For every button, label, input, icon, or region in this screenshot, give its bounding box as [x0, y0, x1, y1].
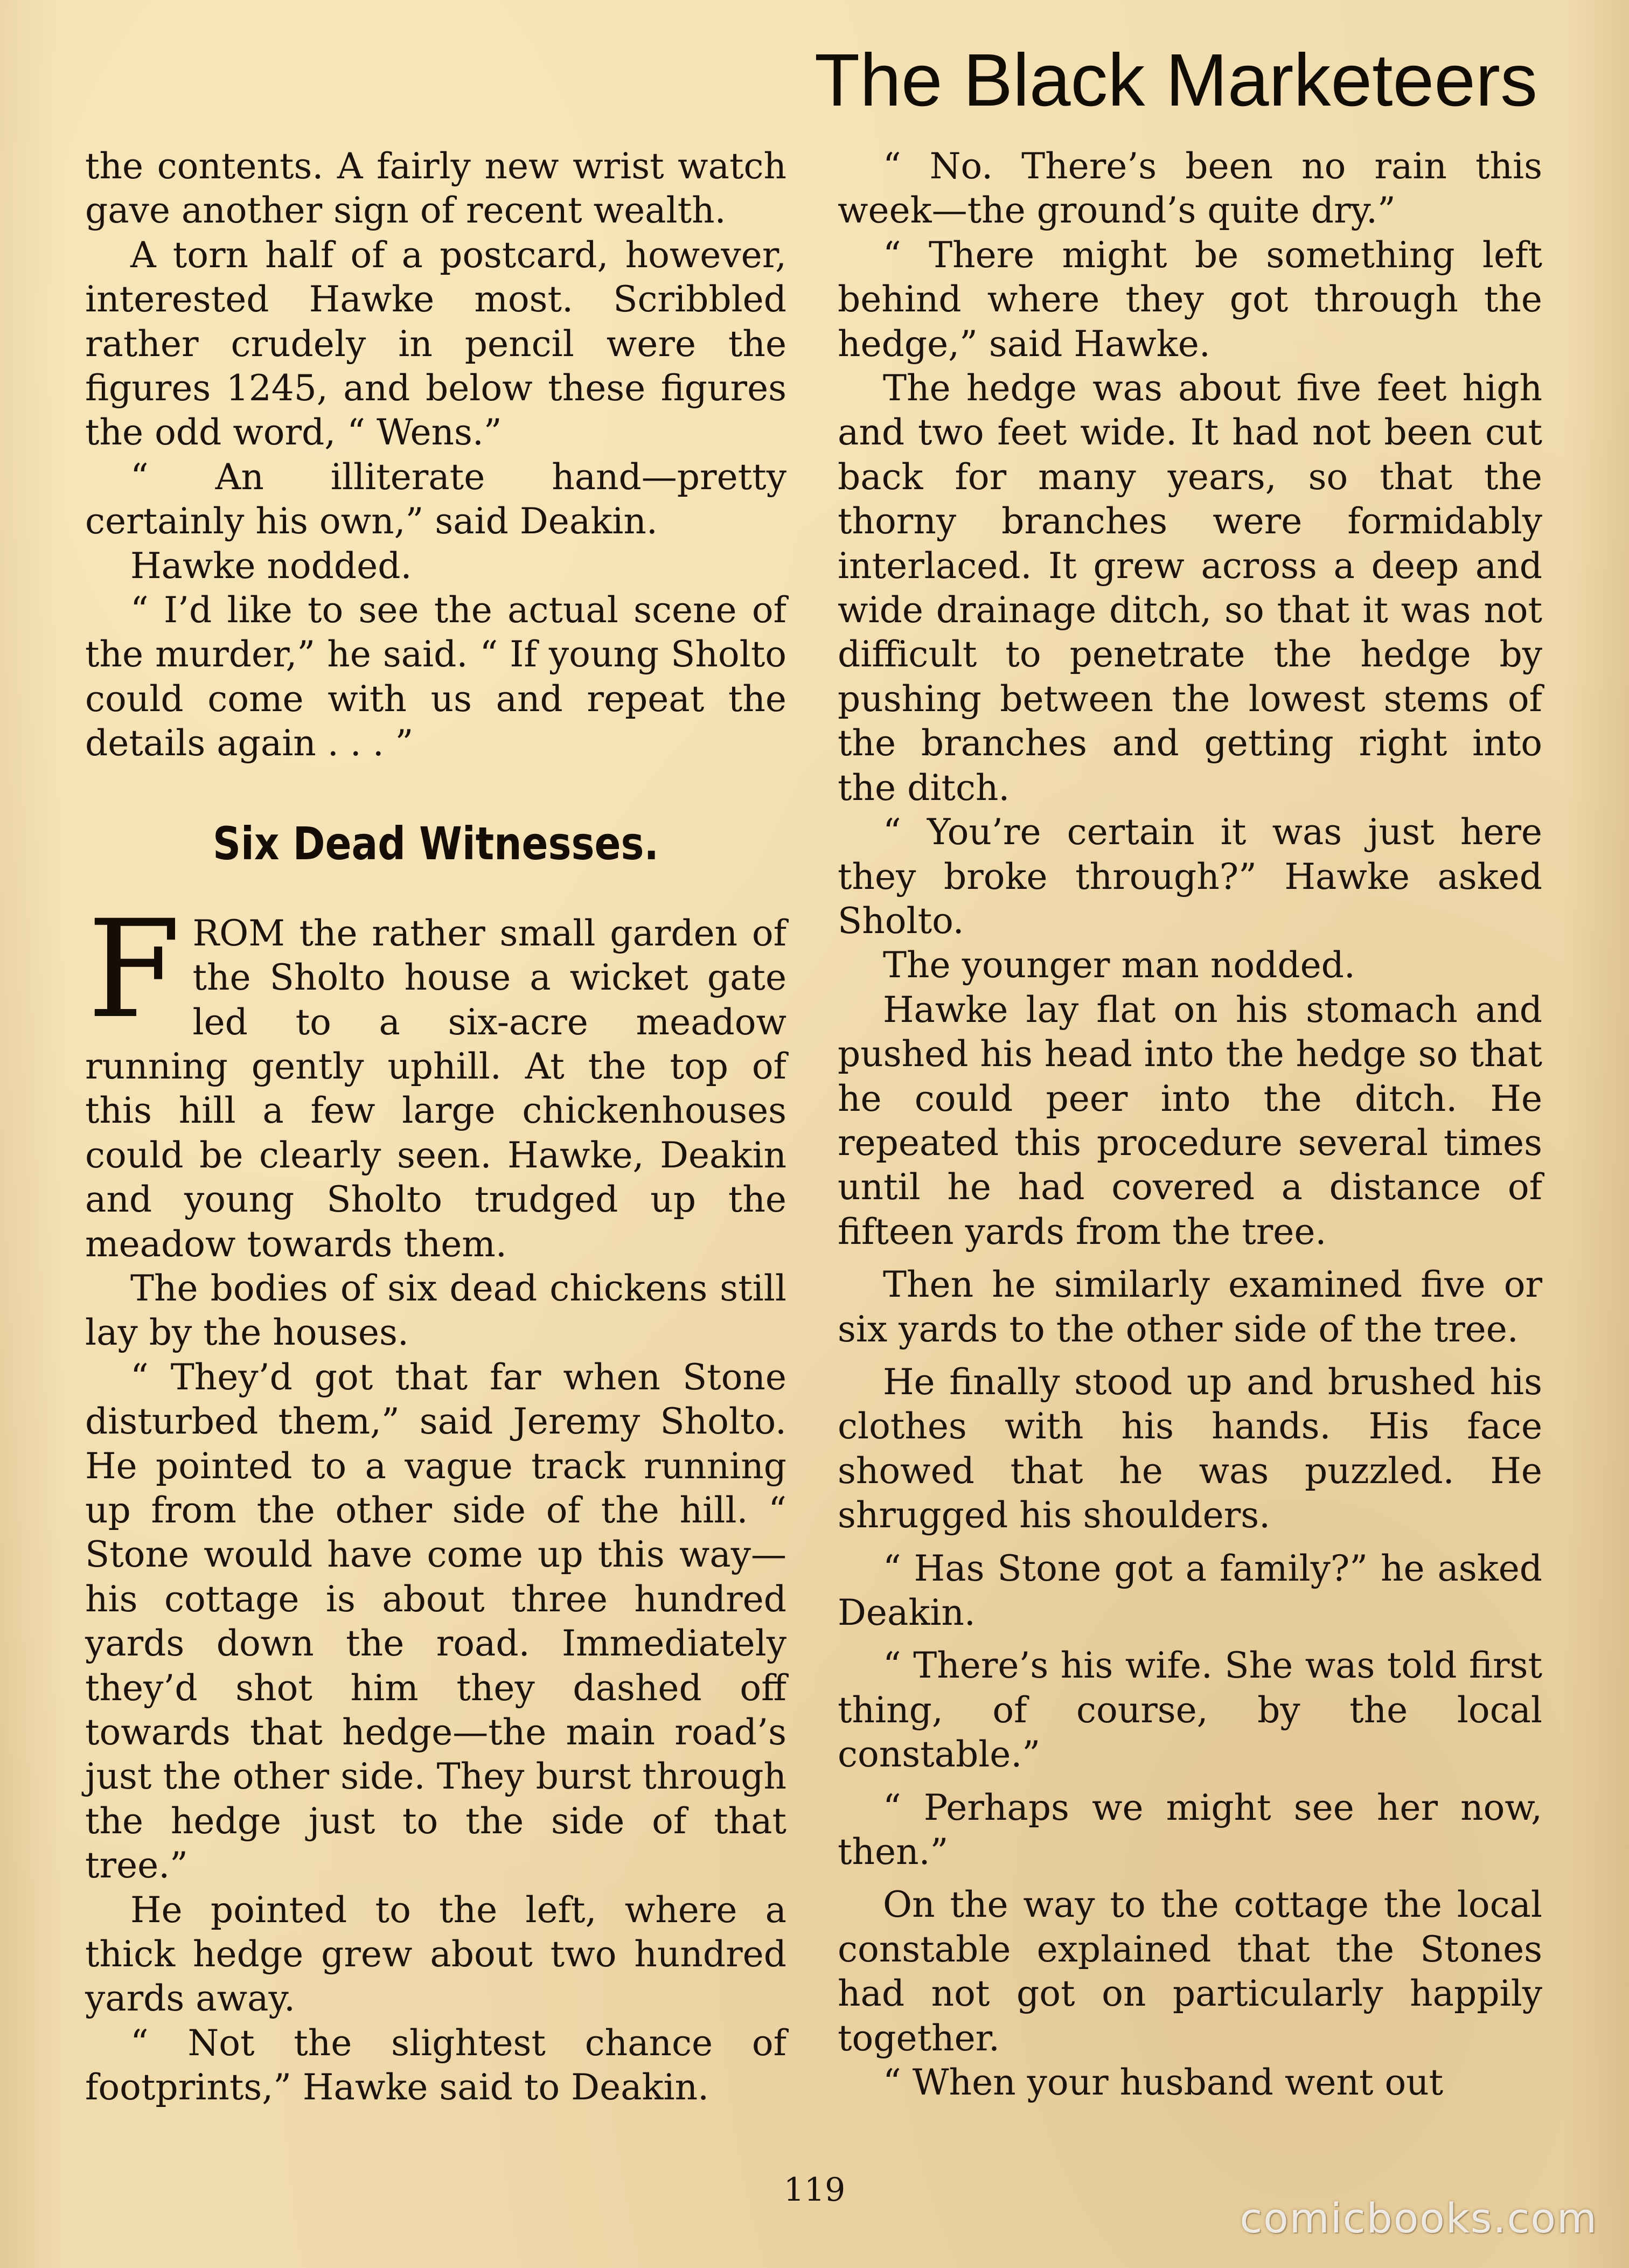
paragraph: Hawke nodded. [130, 545, 412, 587]
paragraph: “ They’d got that far when Stone disturbed them,” said Jeremy Sholto. He pointed to a vague track running up from the other side of the hill. “ Stone would have come up this way—his cottage is about three hundred yards down the road. Immediately they’d shot him they dashed off towards that hedge—the main road’s just the other side. They burst through the hedge just to the side of that tree.” [85, 1356, 786, 1887]
paragraph: On the way to the cottage the local constable explained that the Stones had not got on particularly happily together. [838, 1884, 1542, 2059]
page-title: The Black Marketeers [814, 39, 1537, 122]
paragraph: “ When your husband went out [883, 2062, 1444, 2104]
dropcap-paragraph-text: ROM the rather small garden of the Sholto house a wicket gate led to a six-acre meadow running gently uphill. At the top of this hill a few large chickenhouses could be clearly seen. Hawke, Deakin and young Sholto trudged up the meadow towards them. [85, 912, 786, 1265]
paragraph: “ An illiterate hand—pretty certainly his own,” said Deakin. [85, 456, 786, 542]
paragraph: “ No. There’s been no rain this week—the ground’s quite dry.” [838, 145, 1542, 232]
right-column [838, 144, 1542, 2105]
paragraph: Hawke lay flat on his stomach and pushed his head into the hedge so that he could peer into the ditch. He repeated this procedure several times until he had covered a distance of fifteen yards from the tree. [838, 989, 1542, 1253]
paragraph: He pointed to the left, where a thick hedge grew about two hundred yards away. [85, 1889, 786, 2020]
paragraph: “ Has Stone got a family?” he asked Deakin. [838, 1547, 1542, 1633]
watermark: comicbooks.com [1240, 2194, 1598, 2242]
paragraph: He finally stood up and brushed his clothes with his hands. His face showed that he was puzzled. He shrugged his shoulders. [838, 1361, 1542, 1536]
paragraph: The hedge was about five feet high and two feet wide. It had not been cut back for many years, so that the thorny branches were formidably interlaced. It grew across a deep and wide drainage ditch, so that it was not difficult to penetrate the hedge by pushing between the lowest stems of the branches and getting right into the ditch. [838, 367, 1542, 809]
paragraph: A torn half of a postcard, however, interested Hawke most. Scribbled rather crudely in pencil were the figures 1245, and below these figures the odd word, “ Wens.” [85, 234, 786, 454]
paragraph: the contents. A fairly new wrist watch gave another sign of recent wealth. [85, 145, 786, 232]
paragraph: The bodies of six dead chickens still lay by the houses. [85, 1267, 786, 1354]
drop-cap-letter: F [87, 890, 181, 1048]
dropcap-paragraph [85, 890, 786, 1267]
paragraph: “ Perhaps we might see her now, then.” [838, 1786, 1542, 1873]
paragraph: “ There’s his wife. She was told first thing, of course, by the local constable.” [838, 1645, 1542, 1776]
paragraph: The younger man nodded. [883, 944, 1355, 986]
paragraph: “ There might be something left behind where they got through the hedge,” said Hawke. [838, 234, 1542, 365]
paragraph: “ You’re certain it was just here they broke through?” Hawke asked Sholto. [838, 811, 1542, 942]
paragraph: Then he similarly examined five or six yards to the other side of the tree. [838, 1264, 1542, 1350]
paragraph: “ I’d like to see the actual scene of the murder,” he said. “ If young Sholto could come with us and repeat the details again . . . ” [85, 589, 786, 764]
left-column [85, 144, 786, 2110]
paragraph: “ Not the slightest chance of footprints,” Hawke said to Deakin. [85, 2022, 786, 2109]
section-heading: Six Dead Witnesses. [213, 817, 659, 870]
page-number: 119 [783, 2171, 846, 2209]
